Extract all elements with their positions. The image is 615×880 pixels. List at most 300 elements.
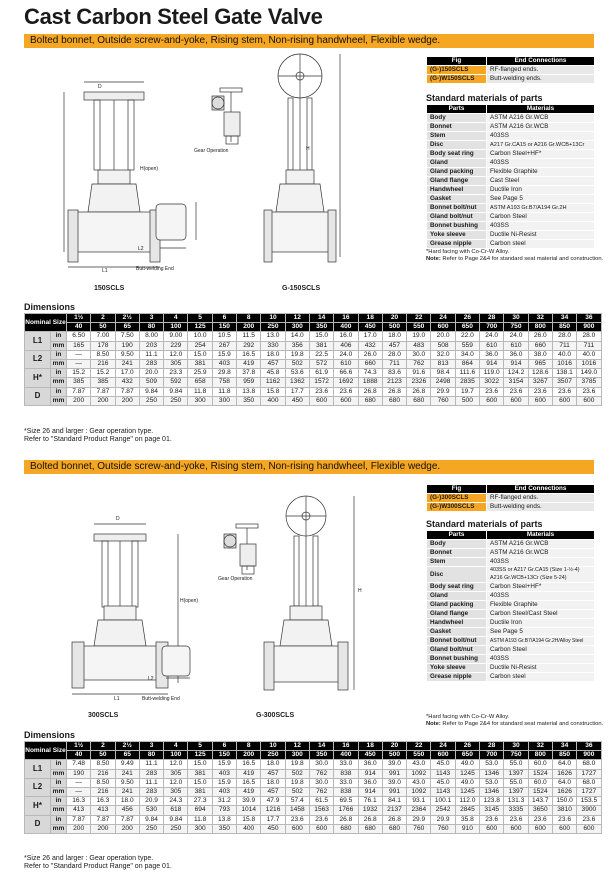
- dim-value: 74.3: [358, 369, 382, 378]
- dim-value: 23.6: [480, 387, 504, 396]
- valve-drawing-300: [28, 478, 420, 726]
- size-mm: 450: [358, 751, 382, 760]
- dim-value: 300: [212, 396, 236, 405]
- dim-value: 7.00: [91, 332, 115, 341]
- dim-value: 592: [164, 378, 188, 387]
- dim-value: 385: [91, 378, 115, 387]
- dim-value: 18.0: [261, 760, 285, 769]
- dim-value: 36.0: [480, 350, 504, 359]
- dim-value: 456: [115, 806, 139, 815]
- size-mm: 800: [528, 751, 552, 760]
- dim-label: D: [25, 387, 51, 405]
- dim-value: 8.50: [91, 350, 115, 359]
- material-row: Gland flange Cast Steel: [427, 177, 595, 186]
- dim-value: 413: [67, 806, 91, 815]
- dim-value: 680: [358, 824, 382, 833]
- dim-value: 1216: [261, 806, 285, 815]
- size-mm: 300: [285, 751, 309, 760]
- unit-mm: mm: [51, 769, 67, 778]
- dim-value: 600: [552, 396, 576, 405]
- dim-value: 1397: [504, 787, 528, 796]
- dim-value: 1014: [237, 806, 261, 815]
- dim-value: 305: [164, 359, 188, 368]
- dim-value: 17.0: [115, 369, 139, 378]
- dimensions-title: Dimensions: [24, 302, 76, 312]
- dim-value: 450: [261, 824, 285, 833]
- dim-value: 600: [480, 396, 504, 405]
- dim-value: 29.8: [212, 369, 236, 378]
- dim-value: 216: [91, 359, 115, 368]
- dim-value: 23.6: [285, 815, 309, 824]
- size-mm: 450: [358, 323, 382, 332]
- dim-value: 17.7: [261, 815, 285, 824]
- unit-in: in: [51, 387, 67, 396]
- dim-value: 93.1: [407, 797, 431, 806]
- size-mm: 500: [382, 751, 406, 760]
- dim-value: 138.1: [552, 369, 576, 378]
- dim-value: 381: [188, 359, 212, 368]
- dim-value: —: [67, 359, 91, 368]
- dim-value: 76.1: [358, 797, 382, 806]
- dim-value: 28.0: [577, 332, 601, 341]
- dim-value: 15.2: [67, 369, 91, 378]
- parts-header: Parts: [427, 105, 487, 114]
- unit-in: in: [51, 778, 67, 787]
- unit-mm: mm: [51, 396, 67, 405]
- dim-value: 124.2: [504, 369, 528, 378]
- dim-value: 300: [188, 396, 212, 405]
- dim-value: 29.9: [431, 387, 455, 396]
- dim-value: 15.9: [212, 760, 236, 769]
- unit-mm: mm: [51, 378, 67, 387]
- dim-value: 2835: [455, 378, 479, 387]
- dim-value: 23.6: [577, 387, 601, 396]
- dim-value: 838: [334, 769, 358, 778]
- dim-row-in: [25, 778, 602, 787]
- dim-value: 13.0: [261, 332, 285, 341]
- dim-value: 457: [382, 341, 406, 350]
- dim-value: 1563: [309, 806, 333, 815]
- materials-header: Materials: [487, 105, 595, 114]
- unit-mm: mm: [51, 806, 67, 815]
- materials-note: [426, 249, 606, 263]
- dim-value: 1016: [552, 359, 576, 368]
- size-in: 1½: [67, 314, 91, 323]
- unit-in: in: [51, 760, 67, 769]
- dim-value: 26.0: [528, 332, 552, 341]
- materials-note: [426, 714, 606, 728]
- dim-value: 1888: [358, 378, 382, 387]
- dim-value: 64.0: [552, 760, 576, 769]
- size-in: 34: [552, 314, 576, 323]
- dim-value: 914: [480, 359, 504, 368]
- dim-value: 406: [334, 341, 358, 350]
- dimensions-title: Dimensions: [24, 730, 76, 740]
- section-banner: Bolted bonnet, Outside screw-and-yoke, Rising stem, Non-rising handwheel, Flexible wedge.: [24, 34, 594, 48]
- materials-header: Materials: [487, 531, 595, 540]
- dimensions-table-150: [24, 313, 602, 406]
- size-in: 1½: [67, 742, 91, 751]
- size-mm: 700: [480, 323, 504, 332]
- footnote: [24, 428, 172, 444]
- dim-value: 33.0: [334, 760, 358, 769]
- hard-facing-note: *Hard facing with Co-Cr-W Alloy.: [426, 249, 510, 255]
- size-mm: 550: [407, 323, 431, 332]
- dim-value: 23.6: [309, 815, 333, 824]
- dim-value: 500: [455, 396, 479, 405]
- material-row: Body seat ring Carbon Steel+HF*: [427, 583, 595, 592]
- dim-value: 30.0: [407, 350, 431, 359]
- material-row: Disc A217 Gr.CA15 or A216 Gr.WCB+13Cr: [427, 141, 595, 150]
- dim-value: 64.0: [552, 778, 576, 787]
- dim-row-mm: [25, 378, 602, 387]
- dim-value: 7.50: [115, 332, 139, 341]
- dim-value: 84.1: [382, 797, 406, 806]
- dim-label: D: [25, 815, 51, 833]
- dim-row-in: [25, 797, 602, 806]
- dim-value: 22.5: [309, 350, 333, 359]
- dim-value: 7.87: [115, 387, 139, 396]
- dim-value: —: [67, 350, 91, 359]
- dim-value: 432: [115, 378, 139, 387]
- size-in: 30: [504, 314, 528, 323]
- dim-label-h: H: [358, 588, 362, 594]
- dim-value: 29.9: [431, 815, 455, 824]
- dim-value: 23.6: [528, 815, 552, 824]
- dim-value: 53.0: [480, 778, 504, 787]
- dim-value: 45.8: [261, 369, 285, 378]
- dim-value: 9.00: [164, 332, 188, 341]
- dim-value: 18.0: [382, 332, 406, 341]
- dim-value: 60.0: [528, 760, 552, 769]
- size-mm: 65: [115, 751, 139, 760]
- dim-value: 1362: [285, 378, 309, 387]
- size-mm: 400: [334, 751, 358, 760]
- dim-value: 762: [407, 359, 431, 368]
- dim-value: 610: [504, 341, 528, 350]
- dim-value: 419: [237, 359, 261, 368]
- unit-mm: mm: [51, 787, 67, 796]
- dim-value: 292: [237, 341, 261, 350]
- dim-row-in: [25, 350, 602, 359]
- dim-value: 7.48: [67, 760, 91, 769]
- material-row: Gland bolt/nut Carbon Steel: [427, 646, 595, 655]
- size-mm: 150: [212, 323, 236, 332]
- dim-value: 457: [261, 769, 285, 778]
- fig-header: Fig: [427, 485, 487, 494]
- dim-value: 10.5: [212, 332, 236, 341]
- dim-value: 914: [358, 787, 382, 796]
- dim-value: 1626: [552, 787, 576, 796]
- dim-value: 241: [115, 359, 139, 368]
- size-mm: 500: [382, 323, 406, 332]
- dim-value: 61.9: [309, 369, 333, 378]
- dim-value: 864: [455, 359, 479, 368]
- dim-value: 760: [431, 824, 455, 833]
- dim-row-in: [25, 760, 602, 769]
- dim-value: 24.0: [480, 332, 504, 341]
- dim-value: 760: [431, 396, 455, 405]
- fig-row: (G-)W150SCLS Butt-welding ends.: [427, 75, 595, 84]
- dim-value: 16.5: [237, 350, 261, 359]
- dim-value: 91.6: [407, 369, 431, 378]
- dim-value: 283: [139, 787, 163, 796]
- size-mm: 50: [91, 751, 115, 760]
- dim-label-l1: L1: [102, 268, 108, 274]
- dim-value: 12.0: [164, 350, 188, 359]
- dim-value: 19.8: [285, 350, 309, 359]
- size-in: 18: [358, 742, 382, 751]
- material-row: Gland packing Flexible Graphite: [427, 168, 595, 177]
- dim-value: 305: [164, 787, 188, 796]
- size-in: 26: [455, 742, 479, 751]
- dim-value: 914: [358, 769, 382, 778]
- dim-value: 13.8: [237, 387, 261, 396]
- dim-value: 43.0: [407, 760, 431, 769]
- dim-value: 502: [285, 359, 309, 368]
- dim-value: 3785: [577, 378, 601, 387]
- dim-value: 711: [552, 341, 576, 350]
- dim-value: 26.8: [358, 387, 382, 396]
- material-row: Disc 403SS or A217 Gr.CA15 (Size 1-½-4) A216 Gr.WCB+13Cr (Size 5-24): [427, 567, 595, 583]
- dim-value: 419: [237, 769, 261, 778]
- dim-value: 838: [334, 787, 358, 796]
- dim-value: 68.0: [577, 760, 601, 769]
- dim-label-l2: L2: [138, 246, 144, 252]
- size-mm: 300: [285, 323, 309, 332]
- dim-value: 28.0: [382, 350, 406, 359]
- material-row: Bonnet bolt/nut ASTM A193 Gr.B7/A194 Gr.2H: [427, 204, 595, 213]
- dim-value: 31.2: [212, 797, 236, 806]
- dim-value: 19.8: [285, 760, 309, 769]
- material-row: Gasket See Page 5: [427, 195, 595, 204]
- dim-value: 8.50: [91, 778, 115, 787]
- dim-value: 53.0: [480, 760, 504, 769]
- dim-value: 813: [431, 359, 455, 368]
- dim-value: 7.87: [67, 387, 91, 396]
- material-row: Bonnet bushing 403SS: [427, 655, 595, 664]
- size-in: 20: [382, 314, 406, 323]
- size-in: 3: [139, 314, 163, 323]
- dim-row-in: [25, 815, 602, 824]
- materials-table-300: [426, 530, 595, 682]
- dim-value: 39.0: [382, 778, 406, 787]
- dim-value: 600: [577, 824, 601, 833]
- product-range-footnote: Refer to "Standard Product Range" on page 01.: [24, 863, 172, 870]
- size-mm: 350: [309, 323, 333, 332]
- dim-value: 1572: [309, 378, 333, 387]
- dim-value: 15.0: [188, 778, 212, 787]
- dim-value: 149.0: [577, 369, 601, 378]
- materials-table-150: [426, 104, 595, 249]
- dim-value: 760: [407, 824, 431, 833]
- dim-value: 16.0: [334, 332, 358, 341]
- dim-value: 26.0: [358, 350, 382, 359]
- material-row: Bonnet ASTM A216 Gr.WCB: [427, 549, 595, 558]
- dim-value: 1397: [504, 769, 528, 778]
- size-mm: 600: [431, 323, 455, 332]
- dim-value: 2364: [407, 806, 431, 815]
- dim-value: 53.6: [285, 369, 309, 378]
- dim-value: 28.0: [552, 332, 576, 341]
- dim-row-mm: [25, 396, 602, 405]
- dim-value: 200: [115, 824, 139, 833]
- size-in: 26: [455, 314, 479, 323]
- dim-value: 45.0: [431, 778, 455, 787]
- dim-value: 350: [212, 824, 236, 833]
- dim-value: 680: [407, 396, 431, 405]
- dim-value: 1245: [455, 769, 479, 778]
- refer-note: Note: Refer to Page 2&4 for standard seat material and construction.: [426, 721, 604, 727]
- size-in: 24: [431, 742, 455, 751]
- dim-label-h-open: H(open): [140, 166, 159, 172]
- dim-label-h: H: [306, 146, 310, 152]
- dim-value: 17.0: [358, 332, 382, 341]
- dim-value: 23.6: [504, 387, 528, 396]
- dim-value: 610: [480, 341, 504, 350]
- dim-value: 15.2: [91, 369, 115, 378]
- material-row: Gland packing Flexible Graphite: [427, 601, 595, 610]
- refer-note: Note: Refer to Page 2&4 for standard seat material and construction.: [426, 256, 604, 262]
- fig-table-150: [426, 56, 595, 84]
- dim-value: 1727: [577, 769, 601, 778]
- dim-value: 283: [139, 359, 163, 368]
- size-mm: 700: [480, 751, 504, 760]
- material-row: Grease nipple Carbon steel: [427, 240, 595, 249]
- dim-value: 23.6: [504, 815, 528, 824]
- dim-value: 600: [528, 824, 552, 833]
- dim-value: 45.0: [431, 760, 455, 769]
- size-in: 3: [139, 742, 163, 751]
- dim-value: 381: [188, 769, 212, 778]
- size-mm: 125: [188, 323, 212, 332]
- dim-value: 15.0: [188, 760, 212, 769]
- dim-value: 267: [212, 341, 236, 350]
- dim-value: 60.0: [528, 778, 552, 787]
- dim-value: 36.0: [504, 350, 528, 359]
- dim-value: 40.0: [577, 350, 601, 359]
- dim-value: 3022: [480, 378, 504, 387]
- end-connections-header: End Connections: [487, 57, 595, 66]
- dim-value: 502: [285, 787, 309, 796]
- dim-value: 23.6: [309, 387, 333, 396]
- dim-value: 711: [577, 341, 601, 350]
- size-header-row-in: [25, 314, 602, 323]
- dim-value: 1016: [577, 359, 601, 368]
- dim-value: 965: [528, 359, 552, 368]
- material-row: Gasket See Page 5: [427, 628, 595, 637]
- dim-value: 3810: [552, 806, 576, 815]
- dim-value: 112.0: [455, 797, 479, 806]
- size-mm: 400: [334, 323, 358, 332]
- dim-value: 131.3: [504, 797, 528, 806]
- size-header-row-mm: [25, 751, 602, 760]
- dim-value: 37.8: [237, 369, 261, 378]
- dim-value: 40.0: [552, 350, 576, 359]
- dim-value: 457: [261, 359, 285, 368]
- caption-g-300scls: G-300SCLS: [256, 712, 295, 719]
- dim-value: 35.8: [455, 815, 479, 824]
- dim-value: 1143: [431, 787, 455, 796]
- dim-value: 23.6: [480, 815, 504, 824]
- dim-value: 350: [237, 396, 261, 405]
- material-row: Body ASTM A216 Gr.WCB: [427, 114, 595, 123]
- dim-value: 20.0: [139, 369, 163, 378]
- dim-value: 24.0: [334, 350, 358, 359]
- size-in: 30: [504, 742, 528, 751]
- dim-value: 111.6: [455, 369, 479, 378]
- dim-value: 3650: [528, 806, 552, 815]
- size-in: 6: [212, 314, 236, 323]
- dim-value: 250: [164, 396, 188, 405]
- dim-label-d: D: [116, 516, 120, 522]
- dim-value: 1143: [431, 769, 455, 778]
- dim-value: 3507: [552, 378, 576, 387]
- size-mm: 80: [139, 751, 163, 760]
- dim-value: 203: [139, 341, 163, 350]
- dim-value: 23.6: [552, 387, 576, 396]
- dim-value: 11.1: [139, 350, 163, 359]
- dim-value: 33.0: [334, 778, 358, 787]
- dim-value: 1092: [407, 787, 431, 796]
- dim-value: 23.6: [577, 815, 601, 824]
- materials-title: Standard materials of parts: [426, 93, 543, 103]
- dim-value: 57.4: [285, 797, 309, 806]
- dim-value: 36.0: [358, 778, 382, 787]
- dim-value: 119.0: [480, 369, 504, 378]
- dim-label-l1: L1: [114, 696, 120, 702]
- fig-header: Fig: [427, 57, 487, 66]
- dim-value: 3267: [528, 378, 552, 387]
- size-mm: 50: [91, 323, 115, 332]
- dim-value: 8.00: [139, 332, 163, 341]
- dim-value: 29.9: [407, 815, 431, 824]
- butt-welding-end-label: Butt-welding End: [142, 696, 180, 702]
- size-mm: 900: [577, 323, 601, 332]
- dim-value: 26.8: [382, 387, 406, 396]
- dim-value: 254: [188, 341, 212, 350]
- size-mm: 200: [237, 751, 261, 760]
- dim-value: 400: [261, 396, 285, 405]
- dim-value: 15.9: [212, 350, 236, 359]
- dim-value: 68.0: [577, 778, 601, 787]
- material-row: Bonnet bushing 403SS: [427, 222, 595, 231]
- dim-value: 241: [115, 787, 139, 796]
- size-in: 20: [382, 742, 406, 751]
- dim-value: 12.0: [164, 760, 188, 769]
- size-in: 32: [528, 314, 552, 323]
- fig-row: (G-)W300SCLS Butt-welding ends.: [427, 503, 595, 512]
- size-mm: 750: [504, 323, 528, 332]
- size-in: 36: [577, 314, 601, 323]
- dim-value: 18.0: [115, 797, 139, 806]
- dim-value: 47.9: [261, 797, 285, 806]
- size-in: 8: [237, 742, 261, 751]
- dim-value: 143.7: [528, 797, 552, 806]
- size-mm: 750: [504, 751, 528, 760]
- dim-value: 16.3: [67, 797, 91, 806]
- dim-value: 34.0: [455, 350, 479, 359]
- size-in: 36: [577, 742, 601, 751]
- size-in: 4: [164, 742, 188, 751]
- materials-title: Standard materials of parts: [426, 519, 543, 529]
- dim-value: 3154: [504, 378, 528, 387]
- dim-value: 165: [67, 341, 91, 350]
- dim-value: 600: [504, 824, 528, 833]
- size-mm: 900: [577, 751, 601, 760]
- dim-value: 11.1: [139, 760, 163, 769]
- size-mm: 800: [528, 323, 552, 332]
